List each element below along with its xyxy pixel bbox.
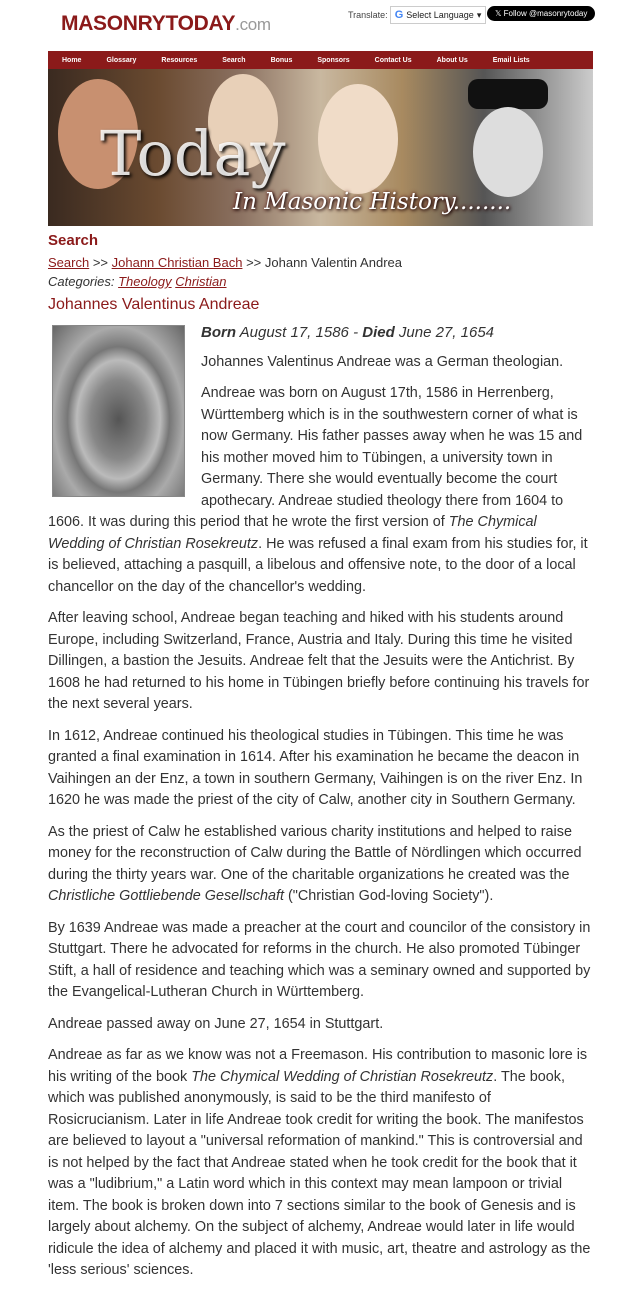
- translate-widget: [348, 6, 486, 24]
- nav-bonus[interactable]: Bonus: [270, 56, 293, 64]
- site-logo[interactable]: MASONRYTODAY.com: [61, 12, 271, 35]
- portrait-image: [52, 325, 185, 497]
- nav-search[interactable]: Search: [222, 56, 246, 64]
- article-paragraph: By 1639 Andreae was made a preacher at the court and councilor of the consistory in Stuttgart. There he advocated for reforms in the church. He also promoted Tübinger Stift, a hall of residence and teaching which was a seminary owned and supported by the Evangelical-Lutheran Church in Württemberg.: [48, 919, 591, 1000]
- google-icon: G: [394, 9, 404, 21]
- main-content: [48, 231, 593, 1292]
- banner-title: Today: [100, 117, 286, 190]
- category-theology-link[interactable]: Theology: [118, 274, 172, 289]
- breadcrumb: Search >> Johann Christian Bach >> Johann Valentin Andrea: [48, 255, 402, 270]
- categories: Categories: Theology Christian: [48, 274, 227, 289]
- main-nav: [48, 51, 593, 69]
- nav-glossary[interactable]: Glossary: [106, 56, 137, 64]
- nav-contact-us[interactable]: Contact Us: [374, 56, 412, 64]
- nav-about-us[interactable]: About Us: [436, 56, 468, 64]
- article-paragraph: Andreae passed away on June 27, 1654 in Stuttgart.: [48, 1015, 384, 1032]
- banner-image: [48, 69, 593, 226]
- translate-label: Translate:: [348, 10, 388, 20]
- category-christian-link[interactable]: Christian: [175, 274, 227, 289]
- section-title: Search: [48, 232, 99, 249]
- article-paragraph: In 1612, Andreae continued his theological studies in Tübingen. This time he was granted a final examination in 1614. After his examination he became the deacon in Vaihingen an der Enz, a town in southern Germany, Vaihingen is on the river Enz. In 1620 he was made the priest of the city of Calw, another city in Southern Germany.: [48, 727, 583, 808]
- article-paragraph: After leaving school, Andreae began teaching and hiked with his students around Europe, including Switzerland, France, Austria and Italy. During this time he visited Dillingen, a bastion the Jesuits. Andreae felt that the Jesuits were the Antichrist. By 1608 he had returned to his home in Tübingen briefly before continuing his travels for the next several years.: [48, 610, 590, 712]
- breadcrumb-search-link[interactable]: Search: [48, 255, 90, 270]
- life-dates: Born August 17, 1586 - Died June 27, 1654: [201, 324, 495, 341]
- language-select[interactable]: G Select Language ▾: [390, 6, 487, 24]
- follow-button[interactable]: 𝕏 Follow @masonrytoday: [487, 6, 595, 21]
- nav-resources[interactable]: Resources: [161, 56, 198, 64]
- nav-email-lists[interactable]: Email Lists: [492, 56, 530, 64]
- breadcrumb-current: Johann Valentin Andrea: [264, 255, 402, 270]
- nav-sponsors[interactable]: Sponsors: [317, 56, 350, 64]
- article-paragraph: Andreae as far as we know was not a Freemason. His contribution to masonic lore is his writing of the book The Chymical Wedding of Christian Rosekreutz. The book, which was published anonymously, is said to be the third manifesto of Rosicrucianism. Later in life Andreae took credit for writing the book. The manifestos are believed to layout a "universal reformation of mankind." This is controversial and is not helped by the fact that Andreae stated when he took credit for the book that it was a "ludibrium," a Latin word which in this context may mean lampoon or trivial item. The book is broken down into 7 sections similar to the book of Genesis and is largely about alchemy. On the subject of alchemy, Andreae would later in life would ridicule the idea of alchemy and placed it with music, art, theatre and astrology as the 'less serious' sciences.: [48, 1047, 591, 1278]
- article-paragraph: Johannes Valentinus Andreae was a German theologian.: [201, 353, 564, 370]
- dropdown-arrow-icon: ▾: [476, 9, 482, 20]
- nav-home[interactable]: Home: [62, 56, 82, 64]
- breadcrumb-bach-link[interactable]: Johann Christian Bach: [111, 255, 243, 270]
- article-paragraph: Andreae was born on August 17th, 1586 in Herrenberg, Württemberg which is in the southwestern corner of what is now Germany. His father passes away when he was 15 and his mother moved him to Tübingen, a university town in Germany. There she would eventually become the court apothecary. Andreae studied theology there from 1604 to 1606. It was during this period that he wrote the first version of The Chymical Wedding of Christian Rosekreutz. He was refused a final exam from his studies for, it is believed, attaching a pasquill, a libelous and offensive note, to the door of a local chancellor on the day of the chancellor's wedding.: [48, 385, 588, 595]
- article-title: Johannes Valentinus Andreae: [48, 296, 260, 313]
- banner-subtitle: In Masonic History........: [233, 189, 512, 215]
- article-paragraph: As the priest of Calw he established various charity institutions and helped to raise money for the reconstruction of Calw during the Battle of Nördlingen which occurred during the thirty years war. One of the charitable organizations he created was the Christliche Gottliebende Gesellschaft ("Christian God-loving Society").: [48, 823, 582, 904]
